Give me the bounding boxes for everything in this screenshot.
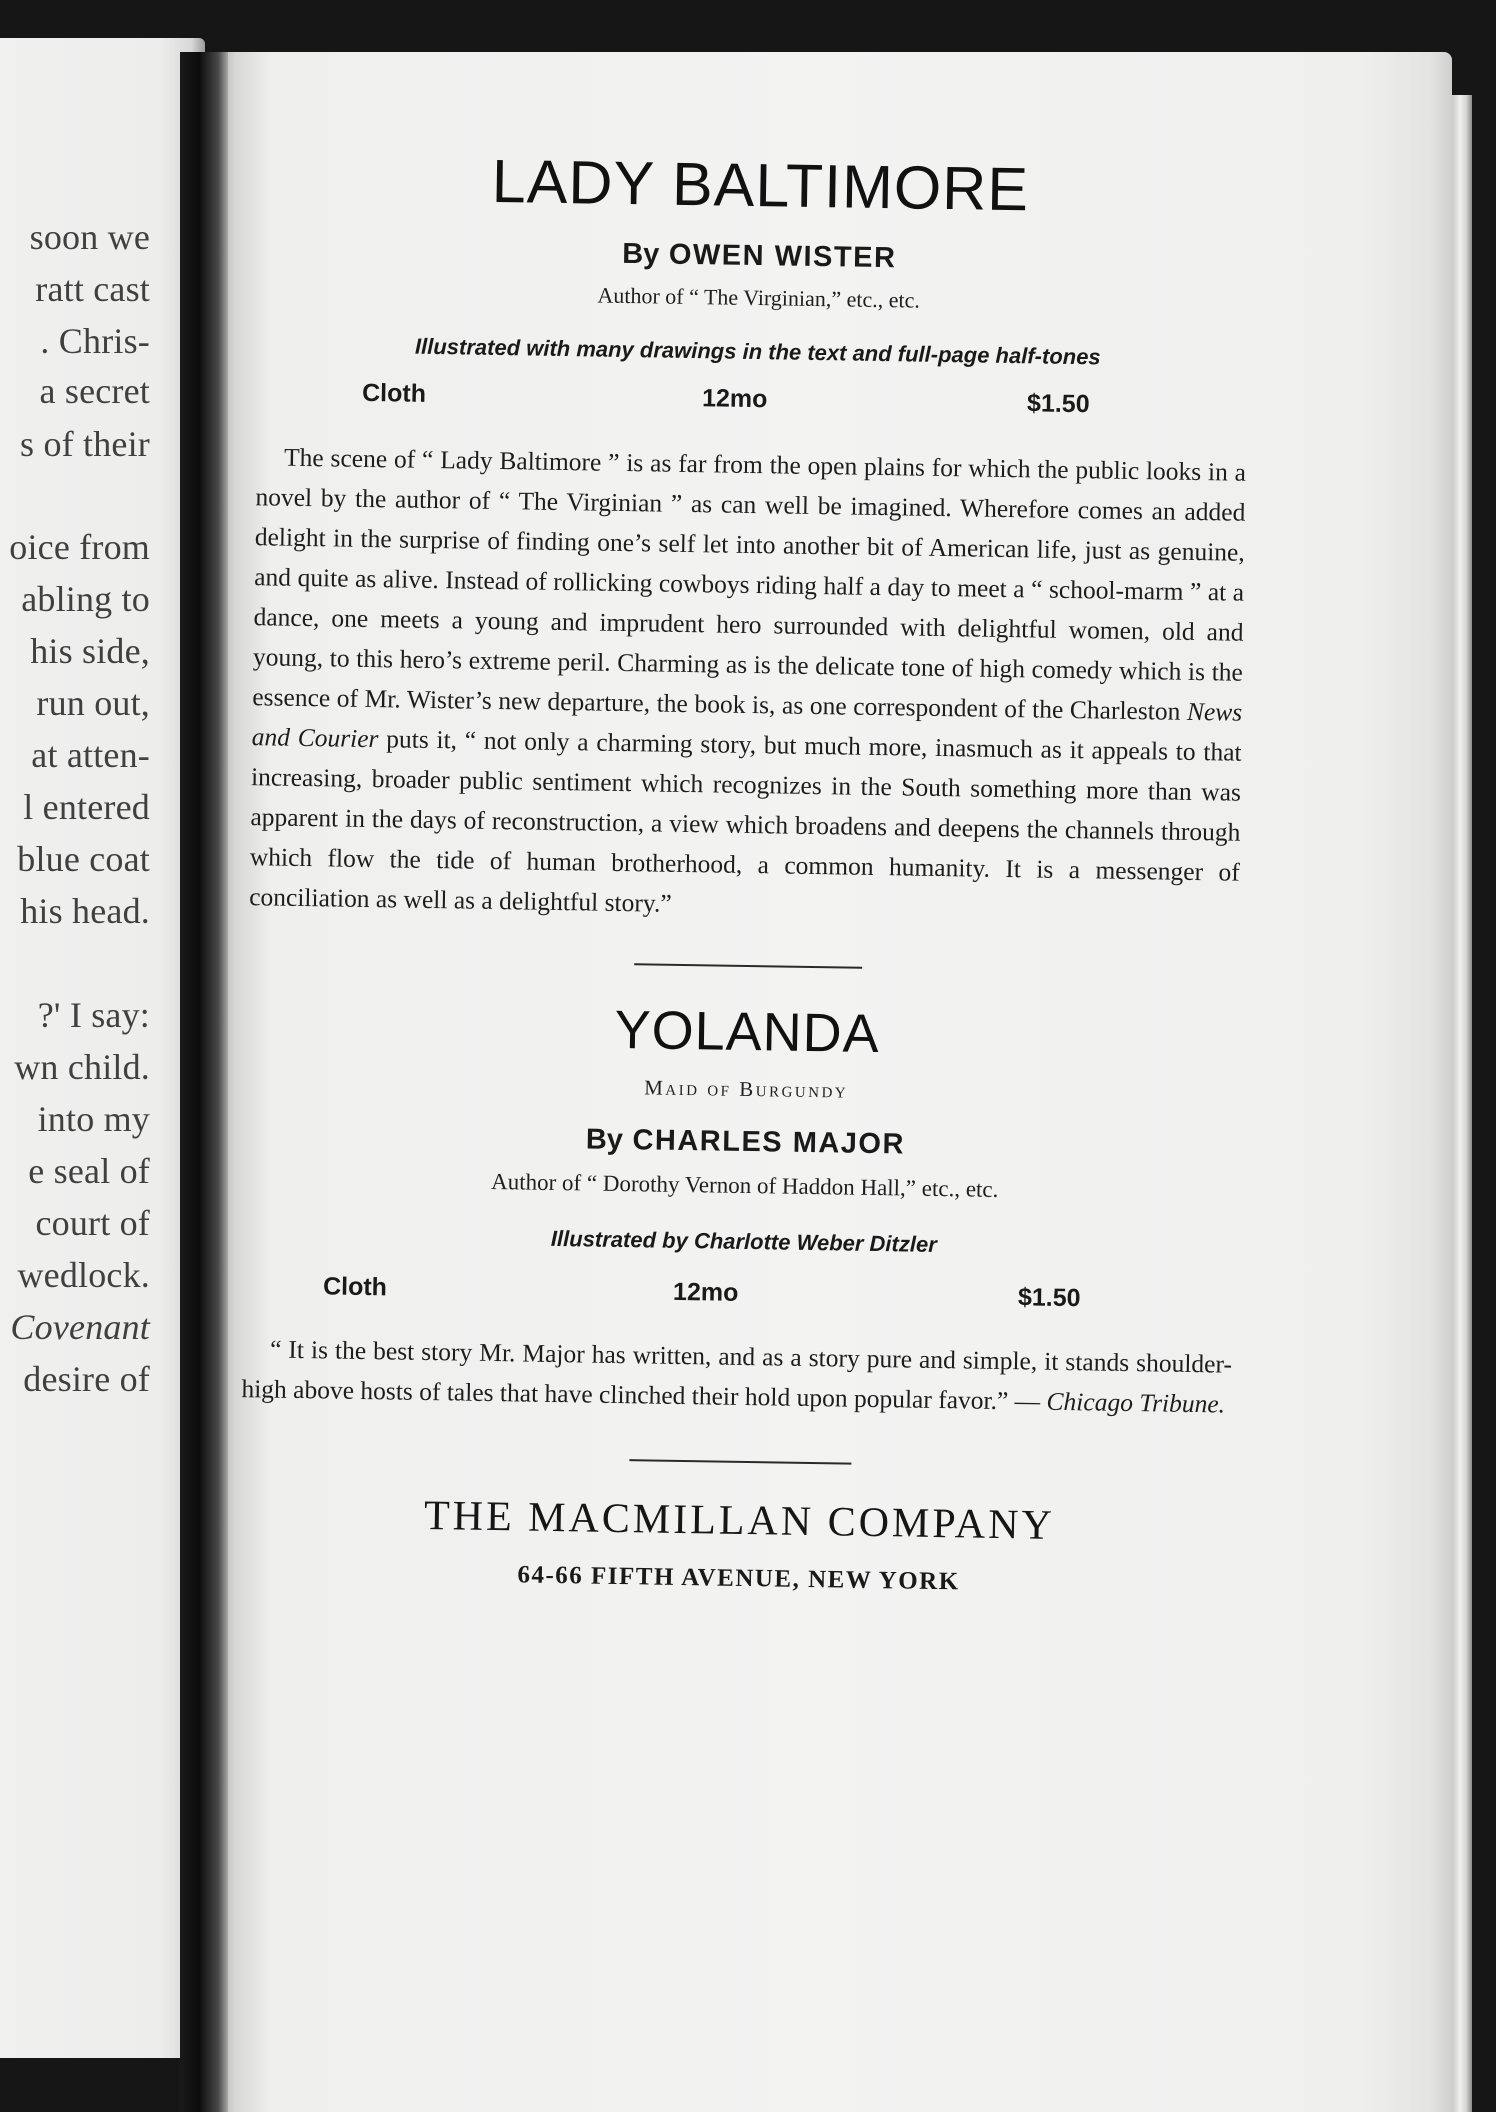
byline	[245, 1118, 1245, 1167]
book-subtitle: Maid of Burgundy	[644, 1075, 849, 1103]
binding: Cloth	[361, 378, 427, 408]
left-page-line: e seal of	[28, 1151, 150, 1191]
price: $1.50	[1026, 389, 1090, 419]
book-listing-yolanda	[241, 993, 1247, 1425]
publisher-info	[238, 1489, 1239, 1601]
newspaper-name: News and Courier	[251, 696, 1243, 754]
left-page-line: Covenant	[10, 1307, 150, 1347]
left-page-line: desire of	[23, 1359, 150, 1399]
left-page-line: s of their	[20, 424, 150, 464]
book-description	[249, 437, 1256, 933]
advertisement-page	[238, 142, 1261, 1601]
left-page-line: wn child.	[14, 1047, 150, 1087]
book-listing-lady-baltimore	[249, 142, 1261, 933]
illustration-note: Illustrated by Charlotte Weber Ditzler	[550, 1225, 937, 1257]
left-facing-page	[0, 38, 205, 2058]
byline	[259, 232, 1259, 281]
by-label: By	[585, 1123, 624, 1157]
left-page-line: abling to	[21, 579, 150, 619]
left-page-line: oice from	[9, 527, 150, 567]
description-part2: puts it, “ not only a charming story, but much more, inasmuch as it appeals to that increasing, broader public sentiment which recognizes in the South something more than was apparent in the days of reconstruction, a view which broadens and deepens the channels through which flow the tide of human brotherhood, a common humanity. It is a messenger of conciliation as well as a delightful story.”	[248, 724, 1242, 918]
left-page-line: ratt cast	[35, 269, 150, 309]
left-page-line: l entered	[23, 787, 150, 827]
book-title: LADY BALTIMORE	[491, 146, 1030, 224]
left-page-line: ?' I say:	[37, 995, 150, 1035]
author-name: CHARLES MAJOR	[632, 1124, 906, 1161]
illustration-note: Illustrated with many drawings in the text and full-page half-tones	[414, 333, 1101, 370]
left-page-line: run out,	[36, 683, 150, 723]
by-label: By	[622, 237, 660, 271]
book-gutter	[180, 52, 228, 2112]
description-part1: The scene of “ Lady Baltimore ” is as far from the open plains for which the public looks in a novel by the author of “ The Virginian ” as can well be imagined. Wherefore comes an added delight in the surprise of finding one’s self let into another bit of American life, just as genuine, and quite as alive. Instead of rollicking cowboys riding half a day to meet a “ school-marm ” at a dance, one meets a young and imprudent hero surrounded with delightful women, old and young, to this hero’s extreme peril. Charming as is the delicate tone of high comedy which is the essence of Mr. Wister’s new departure, the book is, as one correspondent of the Charleston	[252, 442, 1247, 726]
price: $1.50	[1017, 1283, 1081, 1313]
left-page-line: wedlock.	[17, 1255, 150, 1295]
left-page-line: soon we	[29, 217, 150, 257]
left-page-line: his side,	[30, 631, 150, 671]
left-page-line: court of	[35, 1203, 150, 1243]
author-credits: Author of “ The Virginian,” etc., etc.	[597, 282, 921, 313]
section-divider	[634, 963, 862, 969]
publisher-name: THE MACMILLAN COMPANY	[423, 1492, 1056, 1549]
format: 12mo	[701, 384, 768, 414]
section-divider	[629, 1459, 851, 1464]
edition-details	[243, 1271, 1244, 1327]
quote-source: Chicago Tribune.	[1046, 1386, 1226, 1419]
left-page-line: a secret	[39, 371, 150, 411]
review-quote	[241, 1329, 1242, 1425]
author-credits: Author of “ Dorothy Vernon of Haddon Hall,” etc., etc.	[490, 1168, 999, 1202]
left-page-line: into my	[37, 1099, 150, 1139]
author-name: OWEN WISTER	[668, 238, 897, 275]
left-page-line: his head.	[20, 891, 150, 931]
binding: Cloth	[322, 1272, 388, 1302]
publisher-address: 64-66 FIFTH AVENUE, NEW YORK	[517, 1561, 960, 1596]
quote-text: “ It is the best story Mr. Major has written, and as a story pure and simple, it stands shoulder-high above hosts of tales that have clinched their hold upon popular favor.” —	[241, 1334, 1233, 1416]
left-page-line: blue coat	[17, 839, 150, 879]
book-title: YOLANDA	[614, 999, 881, 1065]
left-page-line: at atten-	[31, 735, 150, 775]
left-page-line: . Chris-	[40, 321, 150, 361]
format: 12mo	[672, 1277, 739, 1307]
edition-details	[257, 377, 1258, 433]
page-edge	[1452, 95, 1472, 2112]
